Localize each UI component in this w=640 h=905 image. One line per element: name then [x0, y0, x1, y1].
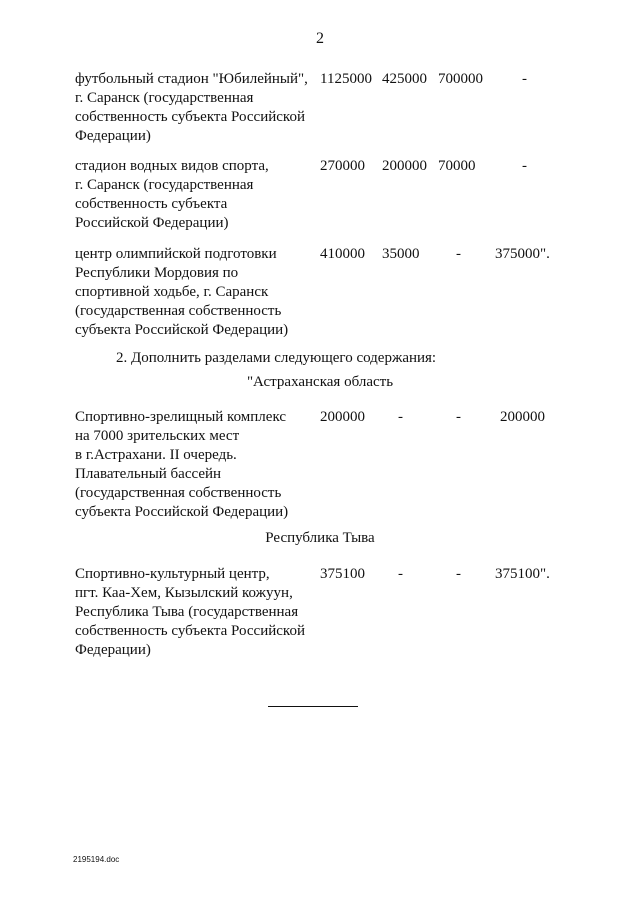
description-line: Федерации) — [75, 642, 151, 658]
value-col-4: 200000 — [500, 409, 545, 425]
description-line: Российской Федерации) — [75, 215, 229, 231]
description-line: Республика Тыва (государственная — [75, 604, 299, 620]
description-line: стадион водных видов спорта, — [75, 158, 269, 174]
description-line: субъекта Российской Федерации) — [75, 322, 289, 338]
value-col-4: - — [522, 71, 527, 87]
section-heading-astrakhan: "Астраханская область — [246, 374, 394, 390]
amendment-paragraph: 2. Дополнить разделами следующего содержания: — [116, 350, 437, 366]
description-line: г. Саранск (государственная — [75, 90, 254, 106]
value-total: 410000 — [320, 246, 365, 262]
description-line: Республики Мордовия по — [75, 265, 239, 281]
document-filename: 2195194.doc — [73, 855, 120, 864]
description-line: (государственная собственность — [75, 303, 282, 319]
value-col-4: 375000". — [495, 246, 550, 262]
section-heading-tyva: Республика Тыва — [265, 530, 375, 546]
row-description — [75, 70, 320, 146]
value-col-3: - — [456, 566, 461, 582]
value-col-2: 200000 — [382, 158, 427, 174]
description-line: собственность субъекта Российской — [75, 109, 305, 125]
value-col-3: - — [456, 246, 461, 262]
row-description — [75, 565, 320, 660]
value-col-2: - — [398, 409, 403, 425]
description-line: г. Саранск (государственная — [75, 177, 254, 193]
value-col-4: 375100". — [495, 566, 550, 582]
value-total: 375100 — [320, 566, 365, 582]
value-col-2: 35000 — [382, 246, 420, 262]
value-col-3: 700000 — [438, 71, 483, 87]
description-line: (государственная собственность — [75, 485, 282, 501]
description-line: Спортивно-культурный центр, — [75, 566, 270, 582]
closing-rule — [268, 706, 358, 707]
description-line: субъекта Российской Федерации) — [75, 504, 289, 520]
description-line: Федерации) — [75, 128, 151, 144]
page-number: 2 — [316, 30, 324, 47]
row-description — [75, 245, 320, 340]
value-col-2: 425000 — [382, 71, 427, 87]
value-col-2: - — [398, 566, 403, 582]
description-line: пгт. Каа-Хем, Кызылский кожуун, — [75, 585, 293, 601]
description-line: Спортивно-зрелищный комплекс — [75, 409, 287, 425]
description-line: собственность субъекта — [75, 196, 228, 212]
value-total: 1125000 — [320, 71, 372, 87]
value-col-3: - — [456, 409, 461, 425]
description-line: в г.Астрахани. II очередь. — [75, 447, 237, 463]
description-line: спортивной ходьбе, г. Саранск — [75, 284, 269, 300]
description-line: Плавательный бассейн — [75, 466, 222, 482]
row-description — [75, 157, 320, 233]
value-col-4: - — [522, 158, 527, 174]
value-col-3: 70000 — [438, 158, 476, 174]
row-description — [75, 408, 320, 522]
description-line: собственность субъекта Российской — [75, 623, 305, 639]
value-total: 200000 — [320, 409, 365, 425]
description-line: центр олимпийской подготовки — [75, 246, 277, 262]
description-line: на 7000 зрительских мест — [75, 428, 240, 444]
description-line: футбольный стадион "Юбилейный", — [75, 71, 308, 87]
value-total: 270000 — [320, 158, 365, 174]
